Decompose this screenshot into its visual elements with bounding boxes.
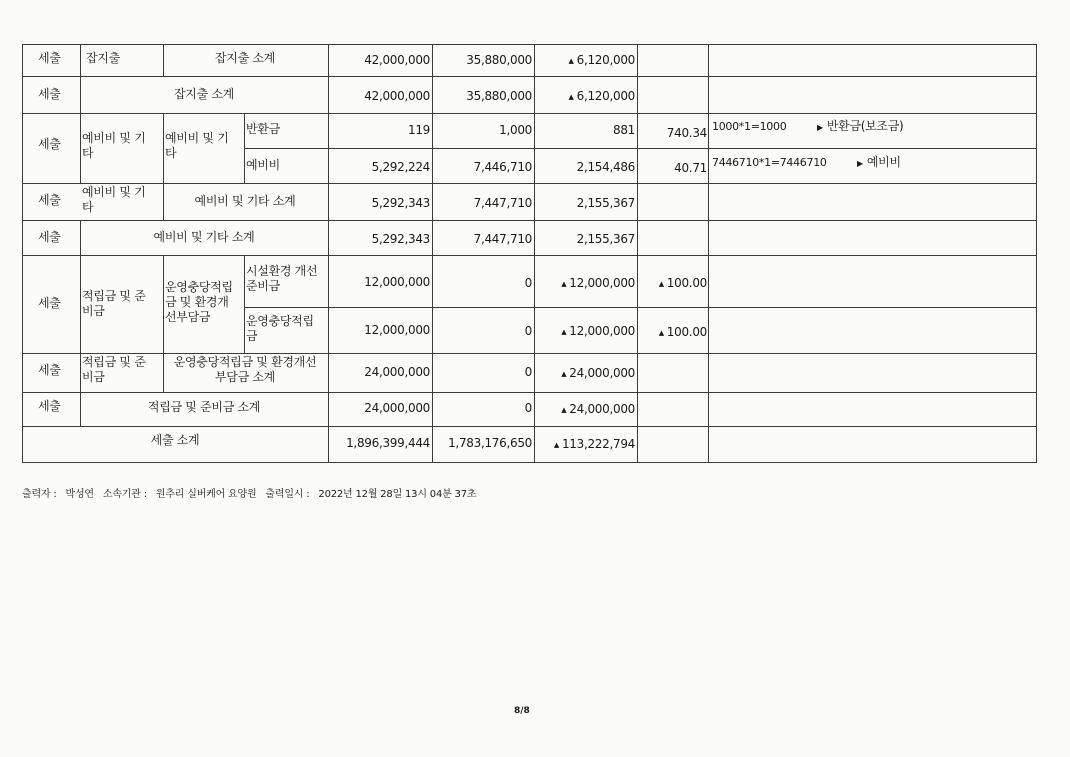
triangle-icon: ▲ — [561, 406, 567, 414]
cell-section: 적립금 및 준 비금 — [82, 355, 146, 384]
table-border — [22, 44, 1037, 45]
triangle-icon: ▲ — [561, 328, 567, 336]
cell-subtotal-label: 예비비 및 기타 소계 — [153, 230, 255, 244]
cell-category: 세출 — [38, 193, 61, 207]
cell-item: 시설환경 개선 준비금 — [246, 264, 318, 293]
cell-budget: 5,292,343 — [371, 196, 430, 210]
print-footer — [22, 485, 482, 500]
cell-prev-budget: 1,783,176,650 — [448, 436, 532, 450]
col-divider — [163, 183, 164, 220]
cell-rate: 100.00 — [666, 276, 707, 290]
org-name: 원추리 실버케어 요양원 — [155, 489, 257, 500]
table-border — [22, 462, 1037, 463]
date-label: 출력일시 : — [265, 489, 310, 500]
page-number: 8/8 — [514, 706, 530, 716]
cell-difference: 24,000,000 — [569, 366, 635, 380]
cell-prev-budget: 0 — [524, 401, 532, 415]
cell-item: 운영충당적립 금 — [246, 314, 314, 343]
cell-note: 반환금(보조금) — [826, 119, 904, 133]
triangle-icon: ▲ — [568, 57, 574, 65]
cell-category: 세출 — [38, 363, 61, 377]
cell-budget: 24,000,000 — [364, 365, 430, 379]
cell-category: 세출 — [38, 51, 61, 65]
cell-subtotal-label: 예비비 및 기타 소계 — [194, 194, 296, 208]
triangle-icon: ▲ — [658, 329, 664, 337]
col-divider — [80, 113, 81, 184]
table-border — [22, 44, 23, 463]
arrow-icon: ▶ — [857, 159, 863, 168]
col-divider — [244, 255, 245, 354]
cell-budget: 119 — [407, 123, 430, 137]
row-divider — [22, 255, 1037, 256]
col-divider — [80, 44, 81, 77]
cell-difference: 12,000,000 — [569, 276, 635, 290]
cell-prev-budget: 7,447,710 — [473, 232, 532, 246]
row-divider — [22, 76, 1037, 77]
cell-category: 세출 — [38, 137, 61, 151]
col-divider — [708, 44, 709, 463]
cell-difference: 2,154,486 — [576, 160, 635, 174]
row-divider — [22, 183, 1037, 184]
cell-difference: 2,155,367 — [576, 232, 635, 246]
cell-subtotal-label: 잡지출 소계 — [215, 51, 275, 65]
col-divider — [534, 44, 535, 463]
table-border — [1036, 44, 1037, 463]
cell-prev-budget: 35,880,000 — [466, 89, 532, 103]
cell-subtotal-label: 운영충당적립금 및 환경개선 부담금 소계 — [173, 355, 317, 384]
cell-section: 예비비 및 기 타 — [82, 131, 146, 160]
triangle-icon: ▲ — [658, 280, 664, 288]
cell-category: 세출 — [38, 87, 61, 101]
cell-budget: 24,000,000 — [364, 401, 430, 415]
col-divider — [328, 44, 329, 463]
col-divider — [163, 113, 164, 184]
cell-prev-budget: 35,880,000 — [466, 53, 532, 67]
col-divider — [244, 113, 245, 184]
col-divider — [432, 44, 433, 463]
col-divider — [637, 44, 638, 463]
cell-section: 잡지출 — [86, 51, 120, 65]
col-divider — [80, 255, 81, 393]
cell-budget: 1,896,399,444 — [346, 436, 430, 450]
col-divider — [80, 76, 81, 113]
triangle-icon: ▲ — [568, 93, 574, 101]
cell-subsection: 예비비 및 기 타 — [165, 131, 229, 160]
cell-calc: 1000*1=1000 — [712, 120, 787, 133]
cell-prev-budget: 1,000 — [499, 123, 532, 137]
print-date: 2022년 12월 28일 13시 04분 37초 — [318, 489, 477, 500]
row-divider — [22, 353, 1037, 354]
cell-difference: 881 — [612, 123, 635, 137]
cell-budget: 12,000,000 — [364, 275, 430, 289]
col-divider — [163, 255, 164, 393]
col-divider — [163, 44, 164, 77]
cell-item: 반환금 — [246, 122, 280, 136]
col-divider — [80, 220, 81, 255]
cell-category: 세출 — [38, 296, 61, 310]
cell-budget: 12,000,000 — [364, 323, 430, 337]
cell-prev-budget: 0 — [524, 276, 532, 290]
cell-difference: 6,120,000 — [576, 89, 635, 103]
cell-difference: 2,155,367 — [576, 196, 635, 210]
triangle-icon: ▲ — [561, 280, 567, 288]
cell-prev-budget: 7,446,710 — [473, 160, 532, 174]
cell-rate: 40.71 — [674, 161, 707, 175]
cell-subtotal-label: 잡지출 소계 — [174, 87, 234, 101]
cell-budget: 5,292,343 — [371, 232, 430, 246]
printer-name: 박성연 — [65, 489, 94, 500]
row-divider — [244, 307, 1037, 308]
row-divider — [22, 220, 1037, 221]
row-divider — [244, 148, 1037, 149]
cell-difference: 6,120,000 — [576, 53, 635, 67]
row-divider — [22, 113, 1037, 114]
cell-section: 적립금 및 준 비금 — [82, 289, 146, 318]
org-label: 소속기관 : — [102, 489, 147, 500]
cell-subtotal-label: 적립금 및 준비금 소계 — [147, 400, 261, 414]
cell-prev-budget: 0 — [524, 365, 532, 379]
cell-subsection: 운영충당적립 금 및 환경개 선부담금 — [165, 280, 233, 324]
cell-item: 예비비 — [246, 158, 280, 172]
arrow-icon: ▶ — [817, 123, 823, 132]
cell-section: 예비비 및 기 타 — [82, 185, 146, 214]
row-divider — [22, 392, 1037, 393]
cell-budget: 42,000,000 — [364, 89, 430, 103]
cell-budget: 5,292,224 — [371, 160, 430, 174]
cell-prev-budget: 7,447,710 — [473, 196, 532, 210]
cell-category: 세출 — [38, 399, 61, 413]
cell-budget: 42,000,000 — [364, 53, 430, 67]
printer-label: 출력자 : — [22, 489, 57, 500]
cell-prev-budget: 0 — [524, 324, 532, 338]
cell-difference: 113,222,794 — [561, 437, 635, 451]
cell-category: 세출 — [38, 230, 61, 244]
cell-calc: 7446710*1=7446710 — [712, 156, 827, 169]
cell-rate: 100.00 — [666, 325, 707, 339]
triangle-icon: ▲ — [561, 370, 567, 378]
triangle-icon: ▲ — [553, 441, 559, 449]
cell-rate: 740.34 — [666, 126, 707, 140]
cell-note: 예비비 — [866, 155, 901, 169]
cell-grand-total-label: 세출 소계 — [150, 433, 200, 447]
cell-difference: 12,000,000 — [569, 324, 635, 338]
row-divider — [22, 426, 1037, 427]
cell-difference: 24,000,000 — [569, 402, 635, 416]
col-divider — [80, 392, 81, 426]
